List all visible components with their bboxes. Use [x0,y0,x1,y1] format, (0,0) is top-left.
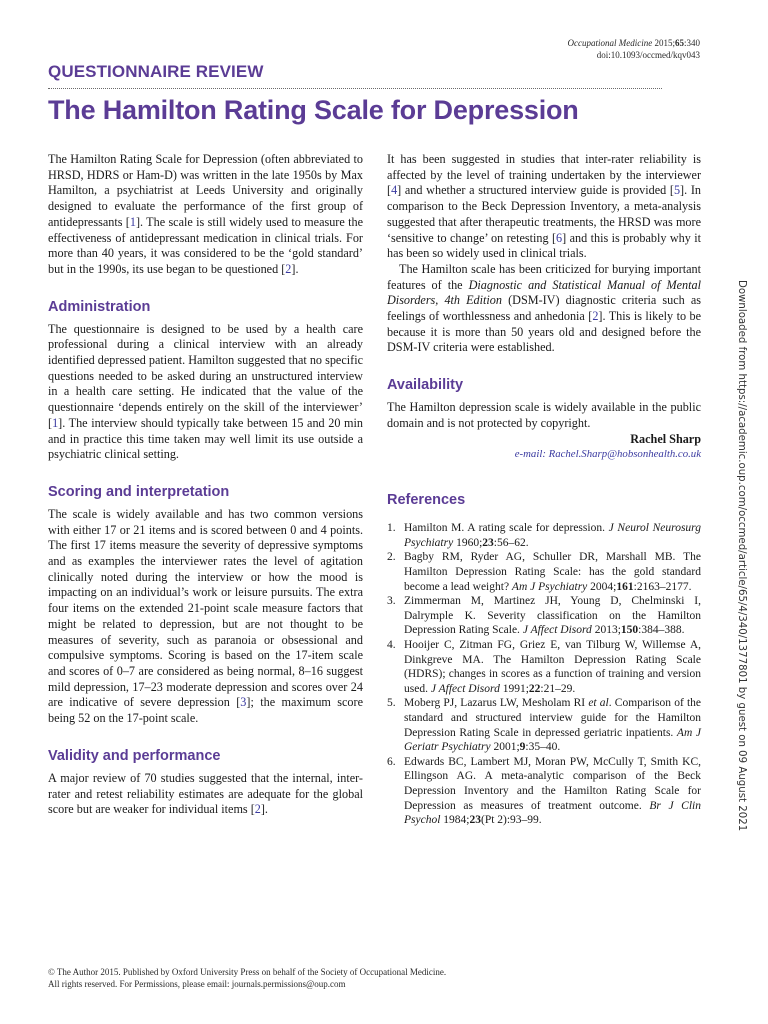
criticism-paragraph: The Hamilton scale has been criticized for burying important features of the Diagnostic and Statistical Manual of Mental Disorders, 4th Edition (DSM-IV) diagnostic criteria such as feelings of worthlessness and anhedonia [2]. This is likely to be because it is more than 50 years old and designed before the DSM-IV criteria were established. [387,261,701,355]
right-column [387,152,701,828]
scoring-heading: Scoring and interpretation [48,483,230,500]
reference-list [387,521,701,827]
scoring-paragraph: The scale is widely available and has two common versions with either 17 or 21 items and is scored between 0 and 4 points. The first 17 items measure the severity of depressive symptoms and as examples the interviewer rates the level of agitation clinically noted during the interview or how the mood is impacting on an individual’s work or leisure pursuits. The extra four items on the extended 21-point scale measure factors that might be related to depression, but are not thought to be measures of severity, such as paranoia or obsessional and compulsive symptoms. Scoring is based on the 17-item scale and scores of 0–7 are considered as being normal, 8–16 suggest mild depression, 17–23 moderate depression and scores over 24 are indicative of severe depression [3]; the maximum score being 52 on the 17-point scale. [48,506,363,726]
reliability-paragraph: It has been suggested in studies that inter-rater reliability is affected by the level of training undertaken by the interviewer [4] and whether a structured interview guide is provided [5]. In comparison to the Beck Depression Inventory, a meta-analysis suggested that after therapeutic treatments, the HRSD was more ‘sensitive to change’ on retesting [6] and this is probably why it has been so widely used in clinical trials. [387,152,701,261]
availability-paragraph: The Hamilton depression scale is widely available in the public domain and is not protected by copyright. [387,400,701,430]
citation-year: 2015; [654,38,675,48]
reference-item: 4. Hooijer C, Zitman FG, Griez E, van Tilburg W, Willemse A, Dinkgreve MA. The Hamilton Depression Rating Scale (HDRS); changes in scores as a function of training and version used. J Affect Disord 1991;22:21–29. [387,639,701,695]
validity-paragraph: A major review of 70 studies suggested that the internal, inter-rater and retest reliability estimates are adequate for the global score but are weaker for individual items [2]. [48,770,363,817]
citation-link[interactable]: 2 [254,802,261,817]
journal-name: Occupational Medicine [567,38,653,48]
citation-link[interactable]: 5 [673,183,681,198]
page-title: The Hamilton Rating Scale for Depression [48,95,579,125]
permissions-line: All rights reserved. For Permissions, please email: journals.permissions@oup.com [48,978,346,989]
download-watermark-text: Downloaded from https://academic.oup.com/occmed/article/65/4/340/1377801 by guest on 09 August 2021 [736,280,747,832]
citation-link[interactable]: 2 [285,261,292,276]
citation-page: :340 [683,38,700,48]
copyright-footer [48,967,446,990]
journal-citation [567,38,700,61]
citation-link[interactable]: 6 [556,230,563,245]
availability-heading: Availability [387,377,464,394]
reference-item: 6. Edwards BC, Lambert MJ, Moran PW, McCully T, Smith KC, Ellingson AG. A meta-analytic comparison of the Beck Depression Inventory and the Hamilton Rating Scale for Depression as measures of treatment outcome. Br J Clin Psychol 1984;23(Pt 2):93–99. [387,755,701,827]
citation-link[interactable]: 1 [129,214,136,229]
reference-item: 3. Zimmerman M, Martinez JH, Young D, Chelminski I, Dalrymple K. Severity classification on the Hamilton Depression Rating Scale. J Affect Disord 2013;150:384–388. [387,595,701,637]
citation-volume: 65 [674,38,684,48]
citation-line [567,38,700,50]
header-divider [48,88,662,89]
administration-heading: Administration [48,298,151,315]
administration-paragraph: The questionnaire is designed to be used by a health care professional during a clinical interview with an already identified depressed patient. Hamilton suggested that no specific questions needed to be asked during an unstructured interview in a health care setting. He indicated that the value of the questionnaire ‘depends entirely on the skill of the interviewer’ [1]. The interview should typically take between 15 and 20 min and in practice this time taken may well limit its use outside a psychiatric clinical setting. [48,321,363,462]
author-name: Rachel Sharp [630,431,701,446]
reference-item: 2. Bagby RM, Ryder AG, Schuller DR, Marshall MB. The Hamilton Depression Rating Scale: has the gold standard become a lead weight? Am J Psychiatry 2004;161:2163–2177. [387,551,701,593]
copyright-line: © The Author 2015. Published by Oxford University Press on behalf of the Society of Occupational Medicine. [48,967,447,977]
citation-link[interactable]: 2 [592,309,599,324]
download-watermark [736,280,747,832]
validity-heading: Validity and performance [48,747,221,764]
section-label: QUESTIONNAIRE REVIEW [48,62,264,81]
references-heading: References [387,492,466,509]
intro-paragraph: The Hamilton Rating Scale for Depression (often abbreviated to HRSD, HDRS or Ham-D) was written in the late 1950s by Max Hamilton, a psychiatrist at Leeds University and originally designed to evaluate the performance of the first group of antidepressants [1]. The scale is still widely used to measure the effectiveness of antidepressant medication in clinical trials. For more than 40 years, it was considered to be the ‘gold standard’ but in the 1990s, its use began to be questioned [2]. [48,152,363,276]
citation-link[interactable]: 1 [52,415,59,430]
reference-item: 5. Moberg PJ, Lazarus LW, Mesholam RI et al. Comparison of the standard and structured interview guide for the Hamilton Depression Rating Scale in depressed geriatric inpatients. Am J Geriatr Psychiatry 2001;9:35–40. [387,697,702,754]
citation-link[interactable]: 3 [240,695,247,710]
author-email-link[interactable]: e-mail: Rachel.Sharp@hobsonhealth.co.uk [514,448,701,461]
left-column [48,152,363,818]
reference-item: 1. Hamilton M. A rating scale for depression. J Neurol Neurosurg Psychiatry 1960;23:56–62. [387,522,701,549]
doi: doi:10.1093/occmed/kqv043 [596,49,700,60]
citation-link[interactable]: 4 [391,183,398,198]
